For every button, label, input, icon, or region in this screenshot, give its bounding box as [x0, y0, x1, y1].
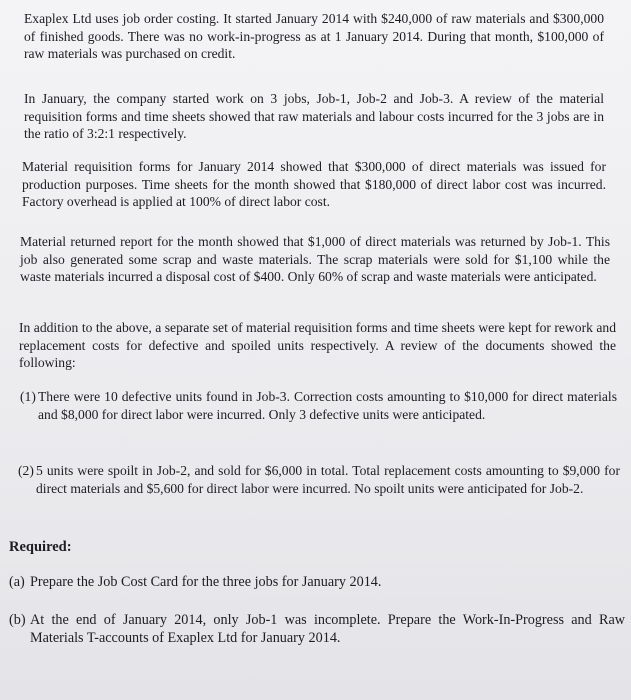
list-item-text: 5 units were spoilt in Job-2, and sold for $6,000 in total. Total replacement costs amounting to $9,000 for direct materials and $5,600 for direct labor were incurred. No spoilt units were anticipated for Job-2. — [36, 463, 620, 496]
list-item-number: (2) — [18, 463, 34, 478]
required-heading: Required: — [9, 539, 72, 555]
required-part-label: (a) — [9, 574, 25, 590]
required-part-text: At the end of January 2014, only Job-1 was incomplete. Prepare the Work-In-Progress and Raw Materials T-accounts of Exaplex Ltd for January 2014. — [30, 612, 625, 646]
list-item-number: (1) — [20, 389, 36, 404]
list-item-text: There were 10 defective units found in Job-3. Correction costs amounting to $10,000 for direct materials and $8,000 for direct labor were incurred. Only 3 defective units were anticipated. — [38, 389, 617, 422]
paragraph-returns-scrap: Material returned report for the month showed that $1,000 of direct materials was returned by Job-1. This job also generated some scrap and waste materials. The scrap materials were sold for $1,100 while the waste materials incurred a disposal cost of $400. Only 60% of scrap and waste materials were anticipated. — [20, 234, 610, 284]
paragraph-rework-intro: In addition to the above, a separate set of material requisition forms and time sheets were kept for rework and replacement costs for defective and spoiled units respectively. A review of the documents showed the following: — [19, 320, 616, 370]
list-item-defective-units — [20, 388, 620, 444]
required-part-label: (b) — [9, 612, 26, 628]
paragraph-company-background: Exaplex Ltd uses job order costing. It started January 2014 with $240,000 of raw materials and $300,000 of finished goods. There was no work-in-progress as at 1 January 2014. During that month, $100,000 of raw materials was purchased on credit. — [24, 11, 604, 61]
paragraph-materials-labor: Material requisition forms for January 2014 showed that $300,000 of direct materials was issued for production purposes. Time sheets for the month showed that $180,000 of direct labor cost was incurred. Factory overhead is applied at 100% of direct labor cost. — [22, 159, 606, 209]
required-part-text: Prepare the Job Cost Card for the three jobs for January 2014. — [30, 574, 382, 590]
list-item-spoilt-units — [18, 462, 624, 518]
paragraph-jobs-ratio: In January, the company started work on 3 jobs, Job-1, Job-2 and Job-3. A review of the material requisition forms and time sheets showed that raw materials and labour costs incurred for the 3 jobs are in the ratio of 3:2:1 respectively. — [24, 91, 604, 141]
